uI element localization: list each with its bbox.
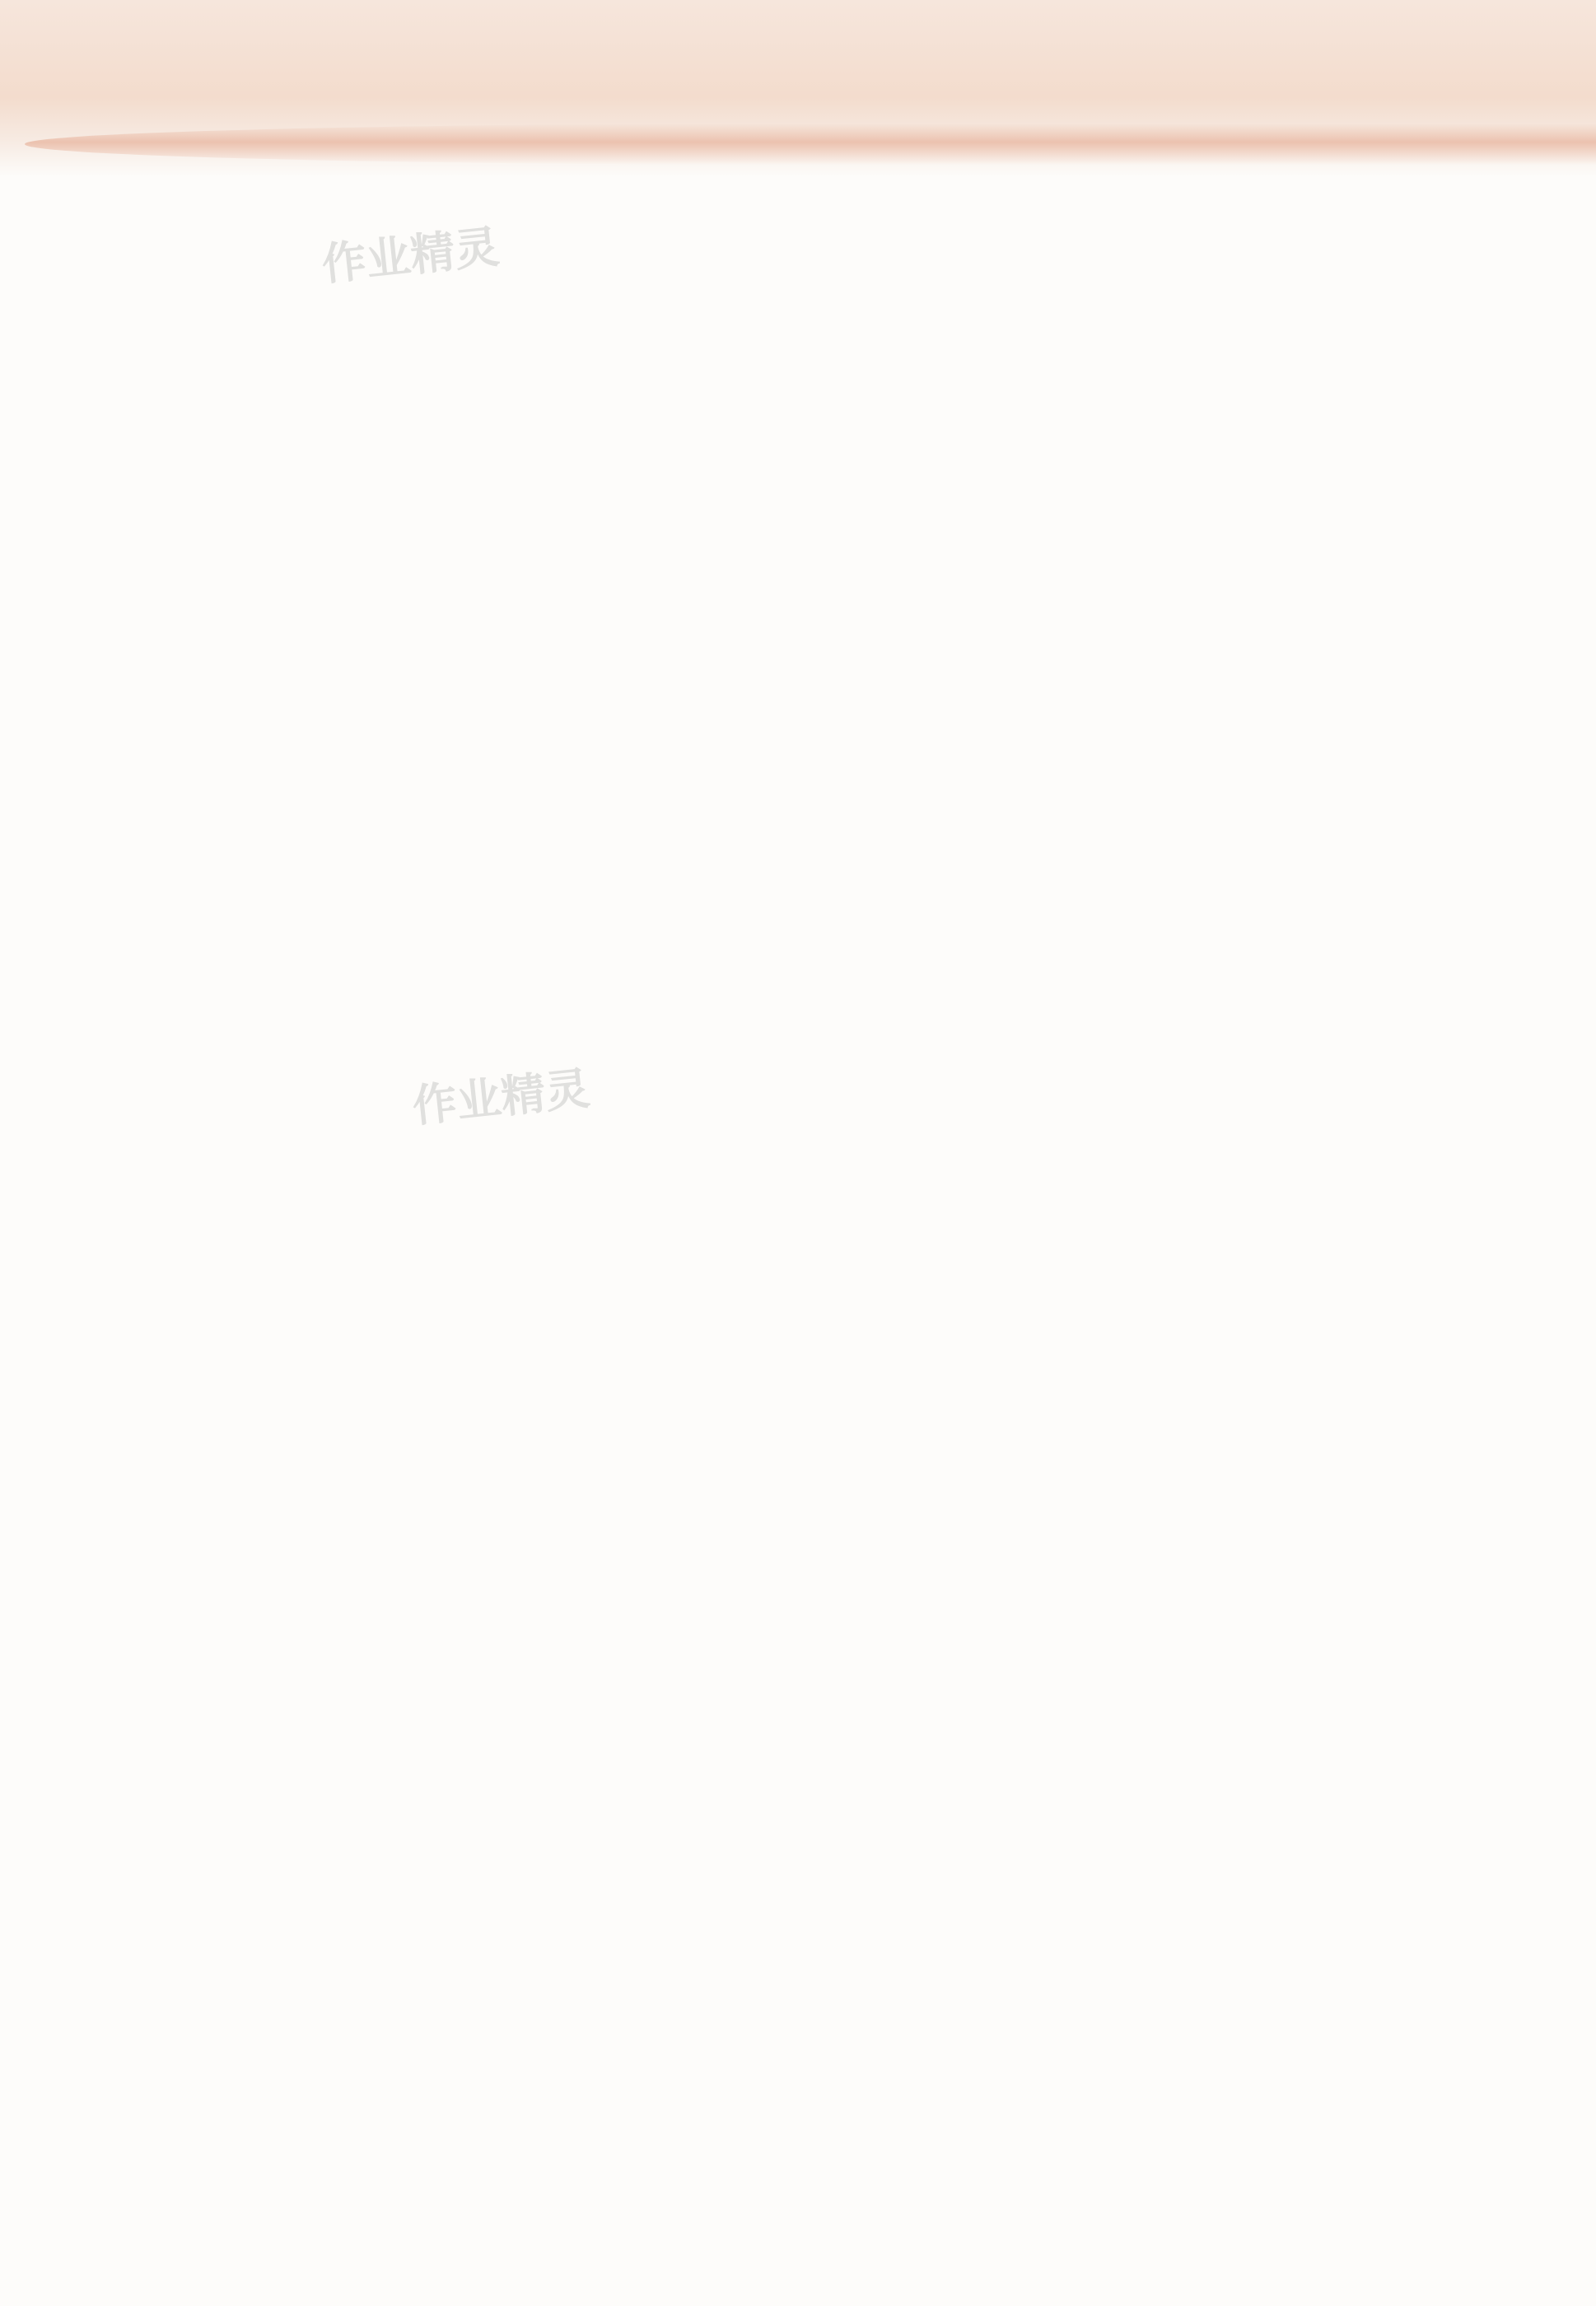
article-author [118, 322, 777, 378]
watermark-logo: 作业精灵 [319, 220, 502, 292]
watermark-logo: 作业精灵 [409, 1062, 593, 1133]
right-column [838, 210, 1489, 1841]
page-header-band [0, 0, 1596, 177]
